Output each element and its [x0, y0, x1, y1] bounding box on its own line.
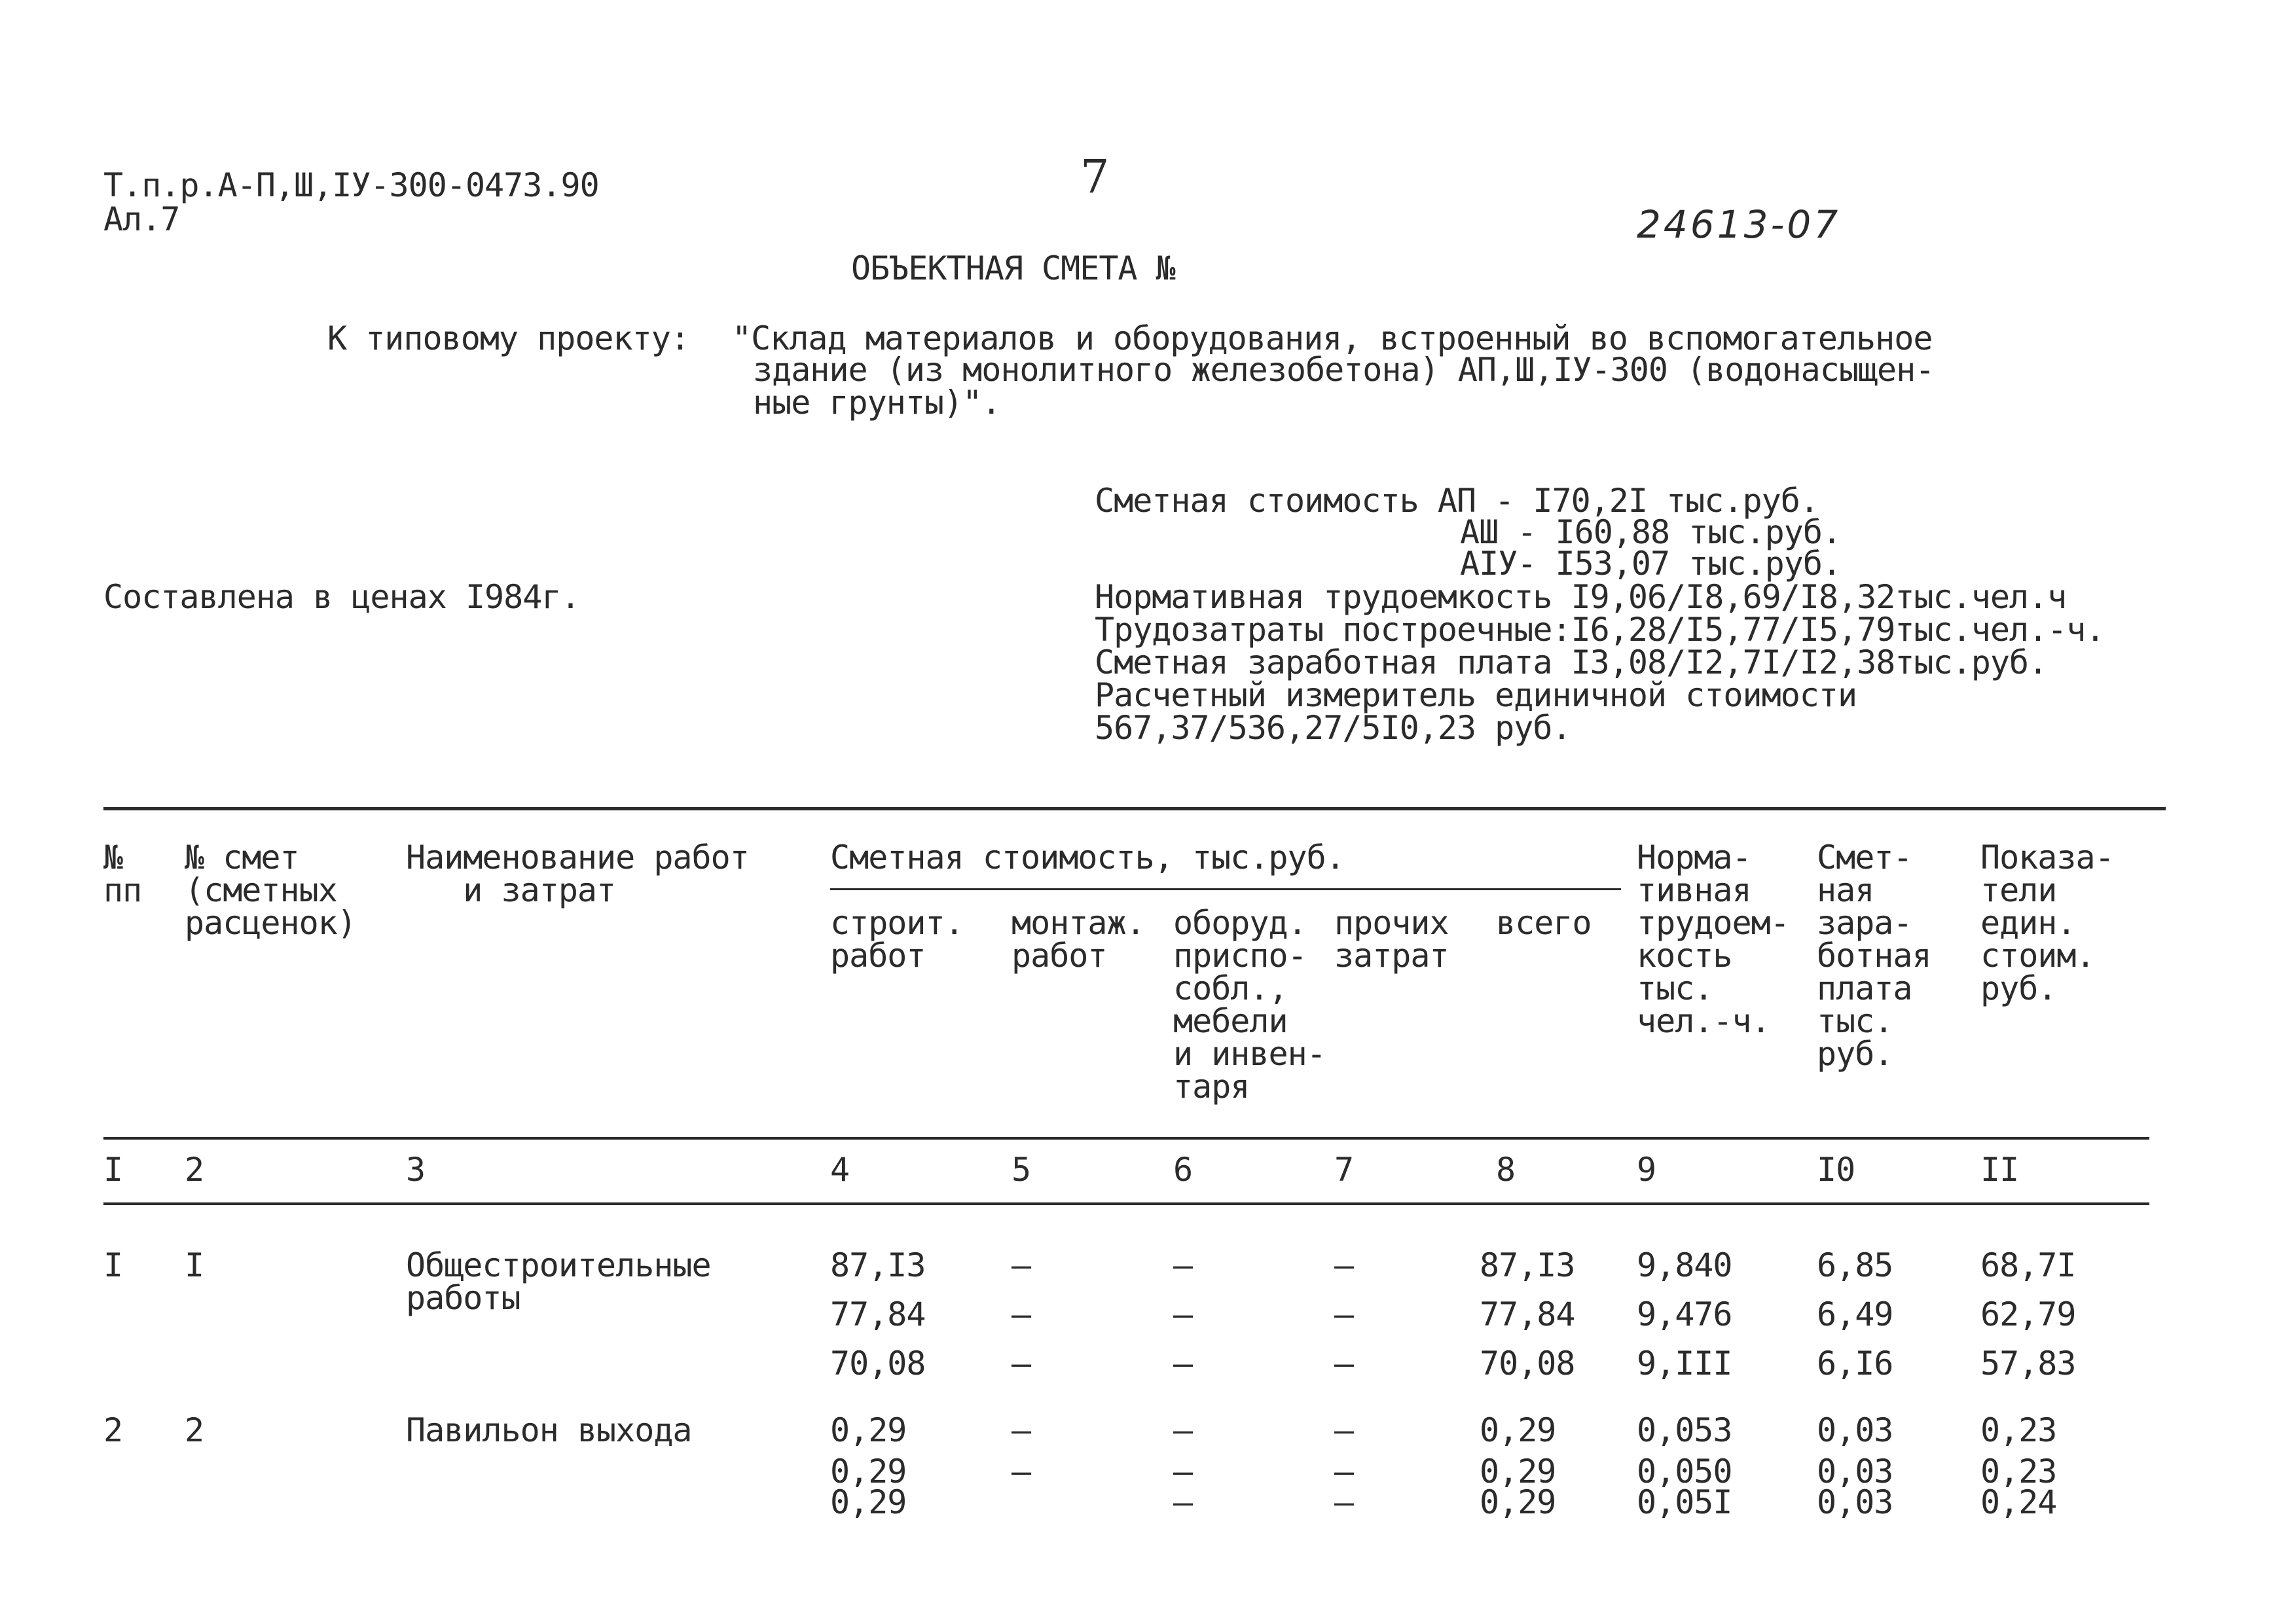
cell-wages: 0,03 [1817, 1483, 1893, 1521]
row-work-name: Павильон выхода [406, 1411, 692, 1449]
header-col-5: монтаж. работ [1011, 904, 1145, 975]
cell-wages: 0,03 [1817, 1453, 1893, 1490]
column-number: 4 [830, 1151, 850, 1189]
cell-unit-cost: 62,79 [1980, 1295, 2076, 1333]
prices-note: Составлена в ценах I984г. [103, 578, 580, 616]
column-numbers-rule [103, 1202, 2149, 1205]
cell-labor-intensity: 0,050 [1637, 1453, 1732, 1490]
cell-construction-cost: 0,29 [830, 1411, 907, 1449]
estimated-cost-aiu: АIУ- I53,07 тыс.руб. [1460, 545, 1842, 583]
cell-total-cost: 87,I3 [1480, 1246, 1575, 1284]
cell-other-cost: – [1334, 1246, 1354, 1284]
cell-unit-cost: 0,23 [1980, 1453, 2057, 1490]
sheet-label: Ал.7 [103, 200, 180, 238]
cell-equipment-cost: – [1173, 1295, 1193, 1333]
column-number: 7 [1334, 1151, 1354, 1189]
cell-installation-cost: – [1011, 1453, 1031, 1490]
cell-unit-cost: 0,23 [1980, 1411, 2057, 1449]
header-col-8: всего [1496, 904, 1592, 942]
row-estimate-code: I [185, 1246, 204, 1284]
wages: Сметная заработная плата I3,08/I2,7I/I2,38тыс.руб. [1095, 643, 2048, 681]
cell-construction-cost: 70,08 [830, 1344, 926, 1382]
column-number: II [1980, 1151, 2019, 1189]
cell-installation-cost: – [1011, 1411, 1031, 1449]
cost-group-rule [830, 888, 1621, 890]
cell-equipment-cost: – [1173, 1344, 1193, 1382]
row-number: I [103, 1246, 123, 1284]
header-col-3: Наименование работ и затрат [406, 839, 749, 909]
cell-labor-intensity: 0,05I [1637, 1483, 1732, 1521]
cell-unit-cost: 68,7I [1980, 1246, 2076, 1284]
unit-measure-value: 567,37/536,27/5I0,23 руб. [1095, 709, 1571, 747]
cell-wages: 6,49 [1817, 1295, 1893, 1333]
header-col-2: № смет (сметных расценок) [185, 839, 356, 942]
cell-installation-cost: – [1011, 1295, 1031, 1333]
cell-labor-intensity: 9,840 [1637, 1246, 1732, 1284]
header-col-1: № пп [103, 839, 142, 909]
header-col-4: строит. работ [830, 904, 964, 975]
cell-total-cost: 0,29 [1480, 1453, 1556, 1490]
cell-equipment-cost: – [1173, 1483, 1193, 1521]
column-number: 2 [185, 1151, 204, 1189]
cell-other-cost: – [1334, 1295, 1354, 1333]
header-col-6: оборуд. приспо- собл., мебели и инвен- таря [1173, 904, 1326, 1106]
column-number: 3 [406, 1151, 426, 1189]
column-number: 6 [1173, 1151, 1193, 1189]
project-label: К типовому проекту: [327, 319, 689, 357]
column-number: 5 [1011, 1151, 1031, 1189]
cell-other-cost: – [1334, 1483, 1354, 1521]
cell-total-cost: 0,29 [1480, 1411, 1556, 1449]
project-line-2: здание (из монолитного железобетона) АП,Ш,IУ-300 (водонасыщен- [753, 351, 1935, 389]
column-number: I [103, 1151, 123, 1189]
row-estimate-code: 2 [185, 1411, 204, 1449]
header-bottom-rule [103, 1137, 2149, 1140]
cell-labor-intensity: 9,476 [1637, 1295, 1732, 1333]
cell-construction-cost: 0,29 [830, 1483, 907, 1521]
cell-total-cost: 77,84 [1480, 1295, 1575, 1333]
cell-wages: 6,85 [1817, 1246, 1893, 1284]
cell-construction-cost: 0,29 [830, 1453, 907, 1490]
handwritten-number: 24613-07 [1637, 202, 1841, 247]
table-top-rule [103, 807, 2166, 810]
column-number: 9 [1637, 1151, 1656, 1189]
cell-construction-cost: 87,I3 [830, 1246, 926, 1284]
column-number: 8 [1496, 1151, 1516, 1189]
project-line-1: "Склад материалов и оборудования, встроенный во вспомогательное [732, 319, 1933, 357]
page-title: ОБЪЕКТНАЯ СМЕТА № [851, 249, 1175, 287]
cell-total-cost: 0,29 [1480, 1483, 1556, 1521]
estimated-cost-ap: Сметная стоимость АП - I70,2I тыс.руб. [1095, 482, 1819, 520]
unit-measure-label: Расчетный измеритель единичной стоимости [1095, 676, 1857, 714]
row-work-name: Общестроительные работы [406, 1246, 711, 1317]
column-number: I0 [1817, 1151, 1855, 1189]
project-line-3: ные грунты)". [753, 384, 1001, 422]
cell-wages: 6,I6 [1817, 1344, 1893, 1382]
cell-installation-cost: – [1011, 1344, 1031, 1382]
construction-labor: Трудозатраты построечные:I6,28/I5,77/I5,79тыс.чел.-ч. [1095, 611, 2105, 649]
cell-other-cost: – [1334, 1344, 1354, 1382]
cell-construction-cost: 77,84 [830, 1295, 926, 1333]
cell-total-cost: 70,08 [1480, 1344, 1575, 1382]
labor-intensity: Нормативная трудоемкость I9,06/I8,69/I8,32тыс.чел.ч [1095, 578, 2067, 616]
header-col-9: Норма- тивная трудоем- кость тыс. чел.-ч. [1637, 839, 1789, 1040]
cell-unit-cost: 57,83 [1980, 1344, 2076, 1382]
cell-installation-cost: – [1011, 1246, 1031, 1284]
cell-wages: 0,03 [1817, 1411, 1893, 1449]
cell-labor-intensity: 0,053 [1637, 1411, 1732, 1449]
cell-other-cost: – [1334, 1411, 1354, 1449]
header-col-10: Смет- ная зара- ботная плата тыс. руб. [1817, 839, 1931, 1073]
row-number: 2 [103, 1411, 123, 1449]
cell-labor-intensity: 9,III [1637, 1344, 1732, 1382]
cell-equipment-cost: – [1173, 1246, 1193, 1284]
page-number: 7 [1080, 150, 1109, 204]
document-code: Т.п.р.А-П,Ш,IУ-300-0473.90 [103, 166, 599, 204]
header-cost-group: Сметная стоимость, тыс.руб. [830, 839, 1345, 876]
cell-other-cost: – [1334, 1453, 1354, 1490]
estimated-cost-ash: АШ - I60,88 тыс.руб. [1460, 513, 1842, 551]
header-col-7: прочих затрат [1334, 904, 1449, 975]
header-col-11: Показа- тели един. стоим. руб. [1980, 839, 2114, 1007]
cell-equipment-cost: – [1173, 1453, 1193, 1490]
cell-unit-cost: 0,24 [1980, 1483, 2057, 1521]
cell-equipment-cost: – [1173, 1411, 1193, 1449]
